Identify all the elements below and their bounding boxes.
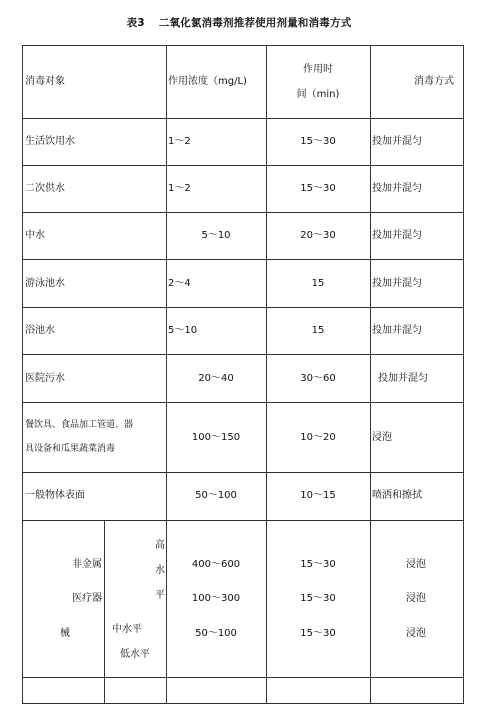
row-concentration: 50～100	[195, 490, 237, 501]
instrument-time-high: 15～30	[300, 559, 336, 570]
row-time: 15～30	[300, 136, 336, 147]
instrument-concentration-mid: 100～300	[191, 593, 241, 604]
level-high-char1: 高	[155, 540, 165, 551]
row-object: 浴池水	[25, 325, 55, 336]
table-title	[0, 15, 478, 30]
row-object: 生活饮用水	[25, 136, 75, 147]
instrument-label-line2: 医疗器	[72, 593, 102, 604]
row-object: 二次供水	[25, 183, 65, 194]
instrument-method-mid: 浸泡	[406, 593, 426, 604]
row-object: 医院污水	[25, 373, 65, 384]
instrument-concentration-high: 400～600	[191, 559, 241, 570]
row-time: 15	[311, 278, 325, 289]
level-low: 低水平	[120, 649, 150, 660]
header-concentration: 作用浓度（mg/L)	[168, 76, 247, 87]
instrument-method-low: 浸泡	[406, 628, 426, 639]
row-time: 15	[311, 325, 325, 336]
row-time: 15～30	[300, 183, 336, 194]
row-method: 浸泡	[372, 432, 392, 443]
row-object-line2: 具设备和瓜果蔬菜消毒	[25, 444, 116, 454]
header-time-line1: 作用时	[303, 64, 333, 75]
row-concentration: 5～10	[201, 230, 231, 241]
table-number: 表3	[126, 17, 145, 29]
header-object: 消毒对象	[25, 76, 65, 87]
row-object: 游泳池水	[25, 278, 65, 289]
row-object: 一般物体表面	[25, 490, 85, 501]
level-high-char3: 平	[155, 590, 165, 601]
level-mid: 中水平	[112, 624, 142, 635]
row-object-line1: 餐饮具、食品加工管道、器	[25, 420, 134, 430]
instrument-concentration-low: 50～100	[195, 628, 237, 639]
table-caption: 二氧化氯消毒剂推荐使用剂量和消毒方式	[158, 17, 352, 29]
row-method: 投加并混匀	[372, 183, 422, 194]
header-time-line2: 间（min)	[296, 89, 340, 100]
row-concentration: 2～4	[168, 278, 191, 289]
row-time: 30～60	[300, 373, 336, 384]
instrument-method-high: 浸泡	[406, 559, 426, 570]
row-concentration: 20～40	[198, 373, 234, 384]
row-time: 10～20	[300, 432, 336, 443]
level-high-char2: 水	[155, 565, 165, 576]
row-concentration: 100～150	[191, 432, 241, 443]
row-concentration: 1～2	[168, 136, 191, 147]
row-method: 喷洒和擦拭	[372, 490, 422, 501]
instrument-label-line1: 非金属	[72, 559, 102, 570]
instrument-time-mid: 15～30	[300, 593, 336, 604]
row-concentration: 1～2	[168, 183, 191, 194]
instrument-time-low: 15～30	[300, 628, 336, 639]
row-time: 20～30	[300, 230, 336, 241]
header-method: 消毒方式	[414, 76, 454, 87]
row-method: 投加并混匀	[372, 325, 422, 336]
row-method: 投加并混匀	[372, 136, 422, 147]
instrument-label-line3: 械	[60, 628, 70, 639]
row-method: 投加并混匀	[378, 373, 428, 384]
row-object: 中水	[25, 230, 45, 241]
row-time: 10～15	[300, 490, 336, 501]
row-method: 投加并混匀	[372, 278, 422, 289]
row-concentration: 5～10	[168, 325, 198, 336]
row-method: 投加并混匀	[372, 230, 422, 241]
